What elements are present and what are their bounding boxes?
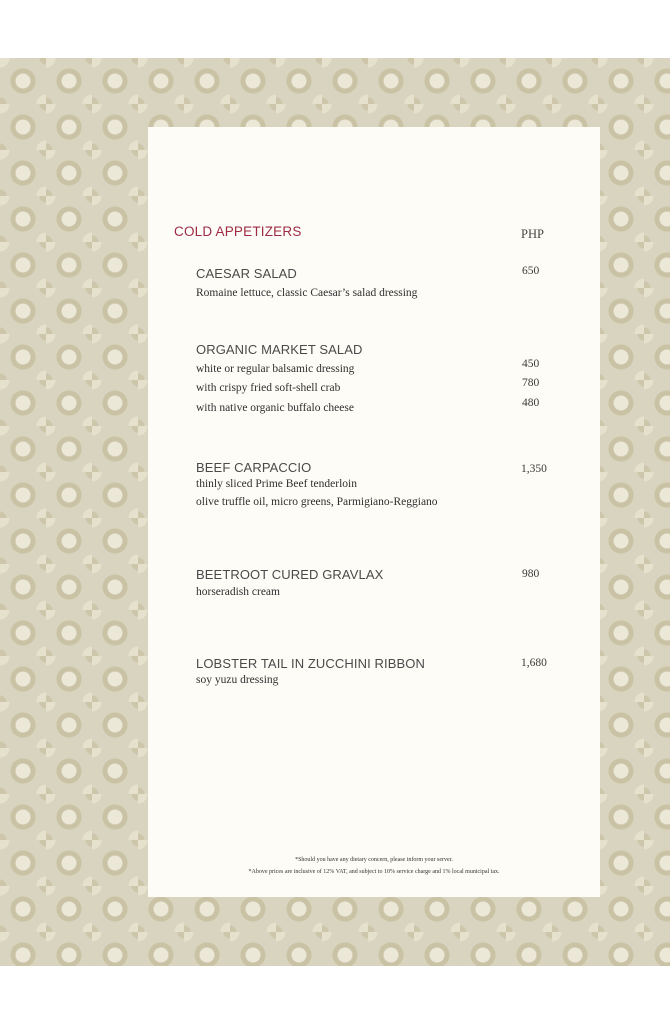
tax-note: *Above prices are inclusive of 12% VAT, and subject to 10% service charge and 1% local municipal tax. <box>248 869 500 875</box>
currency-label: PHP <box>521 227 544 241</box>
item-name: ORGANIC MARKET SALAD <box>196 342 363 357</box>
item-description: horseradish cream <box>196 586 280 598</box>
dietary-note: *Should you have any dietary concern, please inform your server. <box>295 857 453 863</box>
item-description: thinly sliced Prime Beef tenderloin <box>196 478 357 490</box>
item-option: white or regular balsamic dressing <box>196 363 355 375</box>
item-name: LOBSTER TAIL IN ZUCCHINI RIBBON <box>196 656 425 671</box>
item-price: 650 <box>522 265 540 277</box>
item-description: Romaine lettuce, classic Caesar’s salad dressing <box>196 287 418 299</box>
item-name: BEEF CARPACCIO <box>196 460 312 475</box>
section-title: COLD APPETIZERS <box>174 224 302 239</box>
item-price: 980 <box>522 568 540 580</box>
item-name: BEETROOT CURED GRAVLAX <box>196 567 384 582</box>
item-price: 1,680 <box>521 657 547 669</box>
item-description: soy yuzu dressing <box>196 674 279 686</box>
option-price: 450 <box>522 358 540 370</box>
item-name: CAESAR SALAD <box>196 266 297 281</box>
option-price: 480 <box>522 397 540 409</box>
menu-card <box>148 127 600 897</box>
item-option: with crispy fried soft-shell crab <box>196 382 341 394</box>
item-option: with native organic buffalo cheese <box>196 402 354 414</box>
option-price: 780 <box>522 377 540 389</box>
item-price: 1,350 <box>521 463 547 475</box>
item-description: olive truffle oil, micro greens, Parmigiano-Reggiano <box>196 496 438 508</box>
